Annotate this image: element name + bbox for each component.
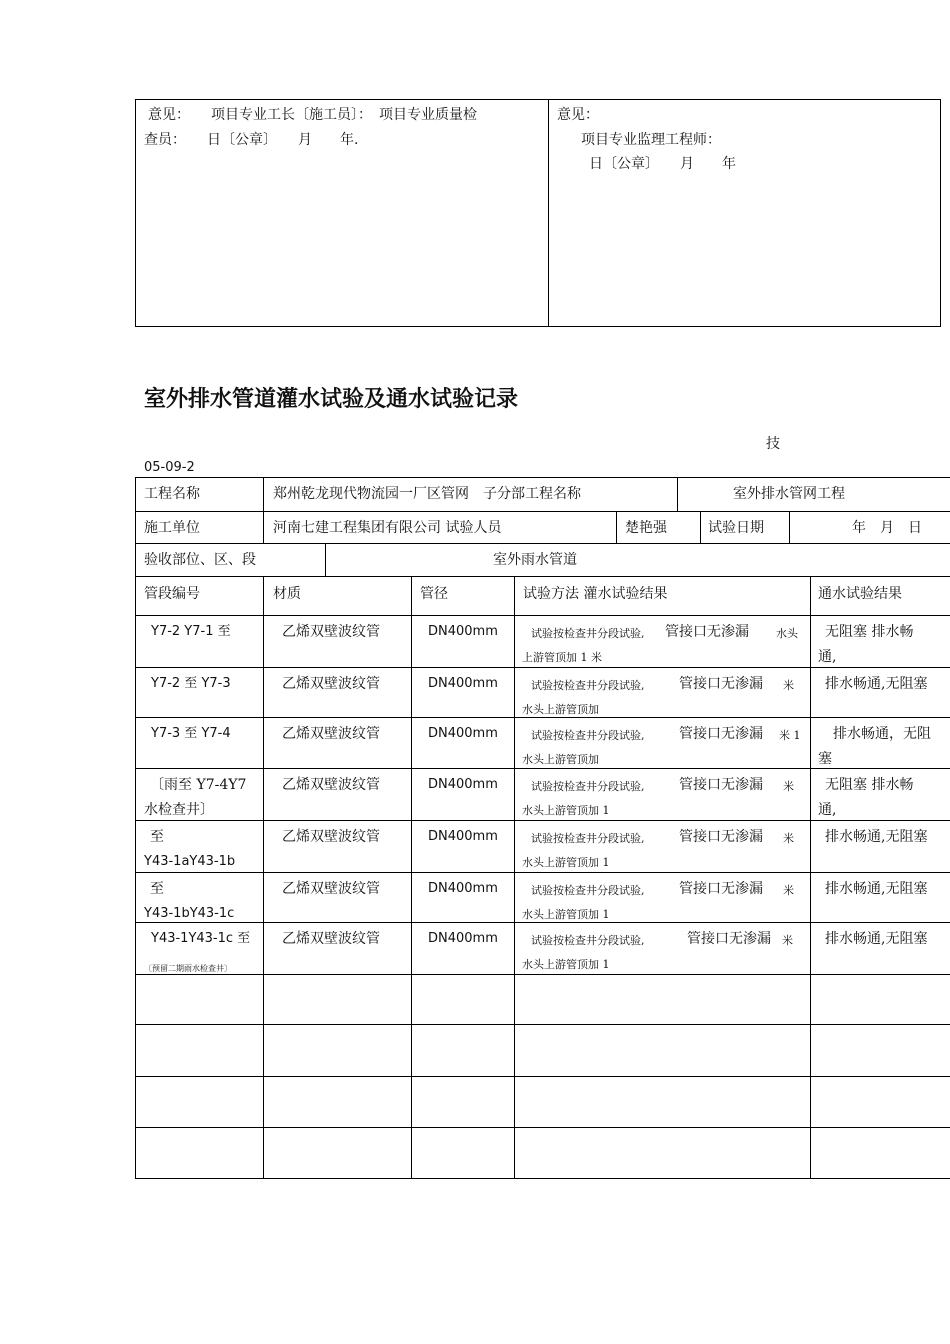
material-cell: 乙烯双壁波纹管 [282,726,380,742]
header-method: 试验方法 灌水试验结果 [523,586,668,602]
segment-line1: Y7-2 至 Y7-3 [151,676,231,691]
signoff-right-line2: 项目专业监理工程师： [581,132,721,148]
signoff-divider [548,99,549,327]
method-tail: 米 [782,934,793,947]
material-cell: 乙烯双壁波纹管 [282,676,380,692]
material-cell: 乙烯双壁波纹管 [282,624,380,640]
segment-line1: 至 [150,881,164,897]
method-tail: 米 [783,832,794,845]
tester-name: 楚艳强 [625,520,667,536]
segment-line1: Y7-2 Y7-1 至 [151,624,231,639]
method-tail: 米 [783,780,794,793]
material-cell: 乙烯双壁波纹管 [282,829,380,845]
diameter-cell: DN400mm [428,777,498,792]
method-prefix: 试验按检查井分段试验, [531,679,645,692]
diameter-cell: DN400mm [428,624,498,639]
method-prefix: 试验按检查井分段试验, [531,729,645,742]
method-result: 管接口无渗漏 [679,726,763,742]
signoff-right-line1: 意见： [557,107,599,123]
header-flow: 通水试验结果 [818,586,902,602]
method-result: 管接口无渗漏 [687,931,771,947]
method-tail: 米 [783,884,794,897]
flow-result-line2: 通, [818,649,837,665]
signoff-left-line2: 查员： 日〔公章〕 月 年. [144,132,359,148]
method-line2: 上游管顶加 1 米 [522,651,602,664]
segment-line1: Y7-3 至 Y7-4 [151,726,231,741]
method-prefix: 试验按检查井分段试验, [531,884,645,897]
signoff-left-line1: 意见： 项目专业工长〔施工员〕： 项目专业质量检 [148,107,477,123]
method-result: 管接口无渗漏 [679,881,763,897]
diameter-cell: DN400mm [428,676,498,691]
section-label: 验收部位、区、段 [144,552,256,568]
method-result: 管接口无渗漏 [665,624,749,640]
method-result: 管接口无渗漏 [679,676,763,692]
construction-unit-value: 河南七建工程集团有限公司 试验人员 [273,520,502,536]
method-line2: 水头上游管顶加 1 [522,856,610,869]
segment-line2: 水检查井〕 [144,802,214,818]
test-date-value: 年 月 日 [852,520,922,536]
method-line2: 水头上游管顶加 1 [522,908,610,921]
method-tail: 水头 [776,627,798,640]
segment-line2: Y43-1bY43-1c [144,906,235,921]
segment-line2: Y43-1aY43-1b [144,854,236,869]
flow-result-line1: 无阻塞 排水畅 [825,777,914,793]
diameter-cell: DN400mm [428,829,498,844]
flow-result-line1: 排水畅通,无阻塞 [825,881,928,897]
flow-result-line1: 排水畅通,无阻塞 [825,829,928,845]
header-diameter: 管径 [420,586,448,602]
page-title: 室外排水管道灌水试验及通水试验记录 [144,387,519,412]
method-tail: 米 [783,679,794,692]
section-value: 室外雨水管道 [493,552,577,568]
method-result: 管接口无渗漏 [679,777,763,793]
diameter-cell: DN400mm [428,931,498,946]
flow-result-line1: 无阻塞 排水畅 [825,624,914,640]
material-cell: 乙烯双壁波纹管 [282,881,380,897]
construction-unit-label: 施工单位 [144,520,200,536]
header-material: 材质 [273,586,301,602]
flow-result-line1: 排水畅通,无阻塞 [825,676,928,692]
segment-line1: 〔雨至 Y7-4Y7 [150,777,247,793]
project-name-label: 工程名称 [144,486,200,502]
method-line2: 水头上游管顶加 [522,753,599,766]
method-line2: 水头上游管顶加 1 [522,958,610,971]
method-prefix: 试验按检查井分段试验, [531,832,645,845]
flow-result-line1: 排水畅通,无阻塞 [825,931,928,947]
segment-line1: Y43-1Y43-1c 至 [151,931,251,946]
material-cell: 乙烯双壁波纹管 [282,931,380,947]
subproject-name-value: 室外排水管网工程 [733,486,845,502]
ji-mark: 技 [766,436,780,452]
form-code: 05-09-2 [144,460,195,475]
segment-note: 〔预留二期雨水检查井〕 [144,964,232,973]
method-prefix: 试验按检查井分段试验, [531,780,645,793]
project-name-value: 郑州乾龙现代物流园一厂区管网 子分部工程名称 [273,486,581,502]
method-prefix: 试验按检查井分段试验, [531,934,645,947]
material-cell: 乙烯双壁波纹管 [282,777,380,793]
flow-result-line2: 通, [818,802,837,818]
method-line2: 水头上游管顶加 [522,703,599,716]
method-result: 管接口无渗漏 [679,829,763,845]
segment-line1: 至 [150,829,164,845]
diameter-cell: DN400mm [428,726,498,741]
signoff-right-line3: 日〔公章〕 月 年 [589,156,736,172]
test-date-label: 试验日期 [708,520,764,536]
flow-result-line1: 排水畅通，无阻 [833,726,931,742]
method-tail: 米 1 [779,729,801,742]
flow-result-line2: 塞 [818,751,832,767]
method-line2: 水头上游管顶加 1 [522,804,610,817]
method-prefix: 试验按检查井分段试验, [531,627,645,640]
diameter-cell: DN400mm [428,881,498,896]
header-segment: 管段编号 [144,586,200,602]
